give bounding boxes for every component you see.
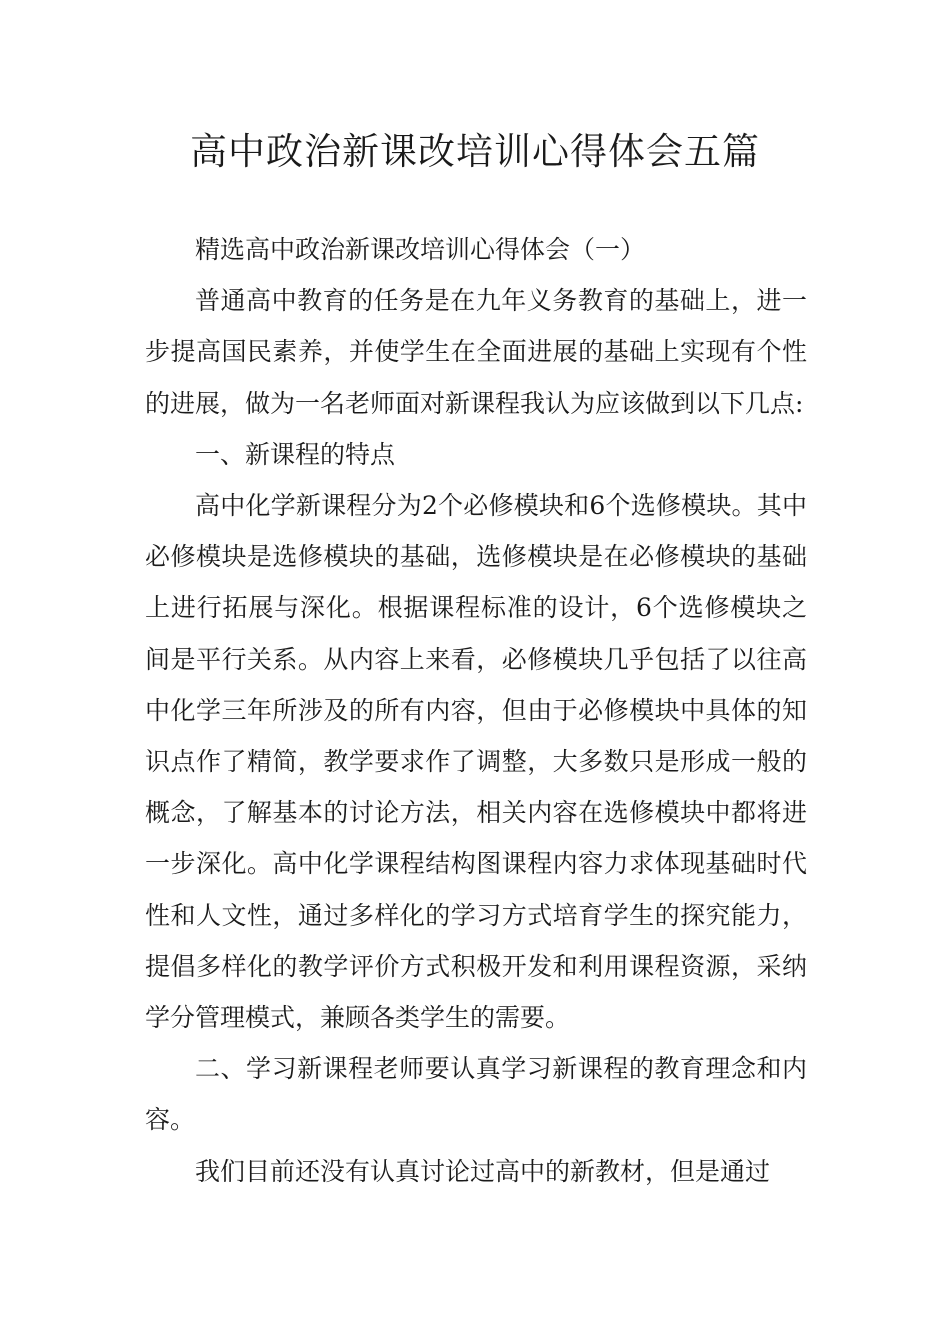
document-body (145, 224, 807, 1197)
section-heading-1: 一、新课程的特点 (195, 439, 396, 469)
paragraph-section-1: 高中化学新课程分为2个必修模块和6个选修模块。其中必修模块是选修模块的基础，选修模块是在必修模块的基础上进行拓展与深化。根据课程标准的设计，6个选修模块之间是平行关系。从内容上来看，必修模块几乎包括了以往高中化学三年所涉及的所有内容，但由于必修模块中具体的知识点作了精简，教学要求作了调整，大多数只是形成一般的概念，了解基本的讨论方法，相关内容在选修模块中都将进一步深化。高中化学课程结构图课程内容力求体现基础时代性和人文性，通过多样化的学习方式培育学生的探究能力，提倡多样化的教学评价方式积极开发和利用课程资源，采纳学分管理模式，兼顾各类学生的需要。 (145, 491, 807, 1033)
paragraph-intro: 普通高中教育的任务是在九年义务教育的基础上，进一步提高国民素养，并使学生在全面进展的基础上实现有个性的进展，做为一名老师面对新课程我认为应该做到以下几点: (145, 286, 807, 418)
paragraph-section-2: 我们目前还没有认真讨论过高中的新教材，但是通过 (195, 1156, 771, 1186)
section-heading-2: 二、学习新课程老师要认真学习新课程的教育理念和内容。 (145, 1054, 807, 1135)
paragraph-subtitle: 精选高中政治新课改培训心得体会（一） (195, 235, 646, 264)
document-title: 高中政治新课改培训心得体会五篇 (190, 130, 760, 173)
